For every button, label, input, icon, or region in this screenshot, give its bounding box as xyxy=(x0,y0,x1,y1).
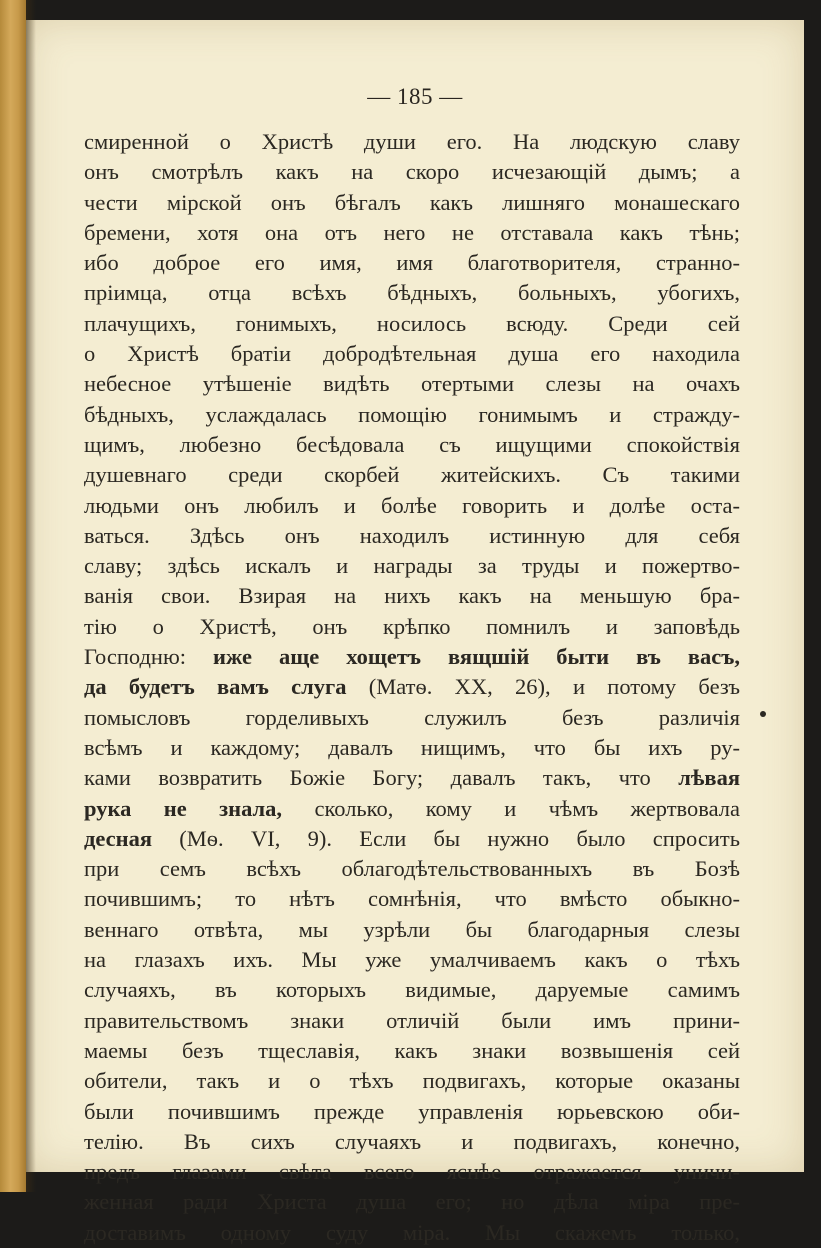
text-line: славу; здѣсь искалъ и награды за труды и пожертво- xyxy=(84,553,740,579)
text-line: при семъ всѣхъ облагодѣтельствованныхъ въ Бозѣ xyxy=(84,856,740,882)
text-line xyxy=(84,763,740,793)
text-line: бремени, хотя она отъ него не отставала какъ тѣнь; xyxy=(84,219,740,245)
body-text xyxy=(84,127,740,1248)
text-line: смиренной о Христѣ души его. На людскую славу xyxy=(84,129,740,154)
text-line: предъ глазами свѣта всего яснѣе отражается уничи- xyxy=(84,1159,740,1185)
text-line: людьми онъ любилъ и болѣе говорить и долѣе оста- xyxy=(84,492,740,518)
book-spine-edge xyxy=(0,0,26,1192)
text-line: правительствомъ знаки отличій были имъ прини- xyxy=(84,1007,740,1033)
text-run: ками возвратить Божіе Богу; давалъ такъ, что xyxy=(84,765,679,791)
book-page xyxy=(26,20,804,1245)
text-line: женная ради Христа душа его; но дѣла міра пре- xyxy=(84,1189,740,1215)
text-run: Господню: xyxy=(84,644,214,670)
text-run: сколько, кому и чѣмъ жертвовала xyxy=(282,795,740,821)
text-run: (Матѳ. XX, 26), и потому безъ xyxy=(346,674,740,700)
text-line: случаяхъ, въ которыхъ видимые, даруемые самимъ xyxy=(84,977,740,1003)
text-line: телію. Въ сихъ случаяхъ и подвигахъ, конечно, xyxy=(84,1128,740,1154)
text-line: обители, такъ и о тѣхъ подвигахъ, которые оказаны xyxy=(84,1068,740,1094)
text-line: помысловъ горделивыхъ служилъ безъ различія xyxy=(84,704,740,730)
scripture-quote: десная xyxy=(84,825,153,851)
text-line: были почившимъ прежде управленія юрьевскою оби- xyxy=(84,1098,740,1124)
text-line: ванія свои. Взирая на нихъ какъ на меньшую бра- xyxy=(84,583,740,609)
text-line: душевнаго среди скорбей житейскихъ. Съ такими xyxy=(84,462,740,488)
scripture-quote: иже аще хощетъ вящшій быти въ васъ, xyxy=(213,644,740,670)
text-line: чести мірской онъ бѣгалъ какъ лишняго монашескаго xyxy=(84,189,740,215)
scripture-quote: рука не знала, xyxy=(84,795,283,821)
text-line: веннаго отвѣта, мы узрѣли бы благодарныя слезы xyxy=(84,916,740,942)
text-line: доставимъ одному суду міра. Мы скажемъ только, xyxy=(84,1219,740,1245)
gutter-shadow xyxy=(26,0,36,1192)
text-run: (Мѳ. VI, 9). Если бы нужно было спросить xyxy=(152,825,740,851)
text-line: тію о Христѣ, онъ крѣпко помнилъ и заповѣдь xyxy=(84,613,740,639)
text-line: почившимъ; то нѣтъ сомнѣнія, что вмѣсто обыкно- xyxy=(84,886,740,912)
scripture-quote: да будетъ вамъ слуга xyxy=(84,674,347,700)
text-line: небесное утѣшеніе видѣть отертыми слезы на очахъ xyxy=(84,371,740,397)
text-line xyxy=(84,642,740,672)
text-line: на глазахъ ихъ. Мы уже умалчиваемъ какъ о тѣхъ xyxy=(84,947,740,973)
margin-mark xyxy=(760,711,766,717)
text-line: о Христѣ братіи добродѣтельная душа его находила xyxy=(84,341,740,367)
text-line xyxy=(84,794,740,824)
text-line: пріимца, отца всѣхъ бѣдныхъ, больныхъ, убогихъ, xyxy=(84,280,740,306)
text-line: онъ смотрѣлъ какъ на скоро исчезающій дымъ; а xyxy=(84,159,740,185)
text-line: бѣдныхъ, услаждалась помощію гонимымъ и стражду- xyxy=(84,401,740,427)
text-line: всѣмъ и каждому; давалъ нищимъ, что бы ихъ ру- xyxy=(84,734,740,760)
page-number: — 185 — xyxy=(367,84,463,109)
text-line: маемы безъ тщеславія, какъ знаки возвышенія сей xyxy=(84,1037,740,1063)
text-line xyxy=(84,824,740,854)
text-line: ибо доброе его имя, имя благотворителя, странно- xyxy=(84,250,740,276)
text-line: щимъ, любезно бесѣдовала съ ищущими спокойствія xyxy=(84,431,740,457)
text-line: плачущихъ, гонимыхъ, носилось всюду. Среди сей xyxy=(84,310,740,336)
text-line: ваться. Здѣсь онъ находилъ истинную для себя xyxy=(84,522,740,548)
text-line xyxy=(84,672,740,702)
scripture-quote: лѣвая xyxy=(678,765,740,791)
